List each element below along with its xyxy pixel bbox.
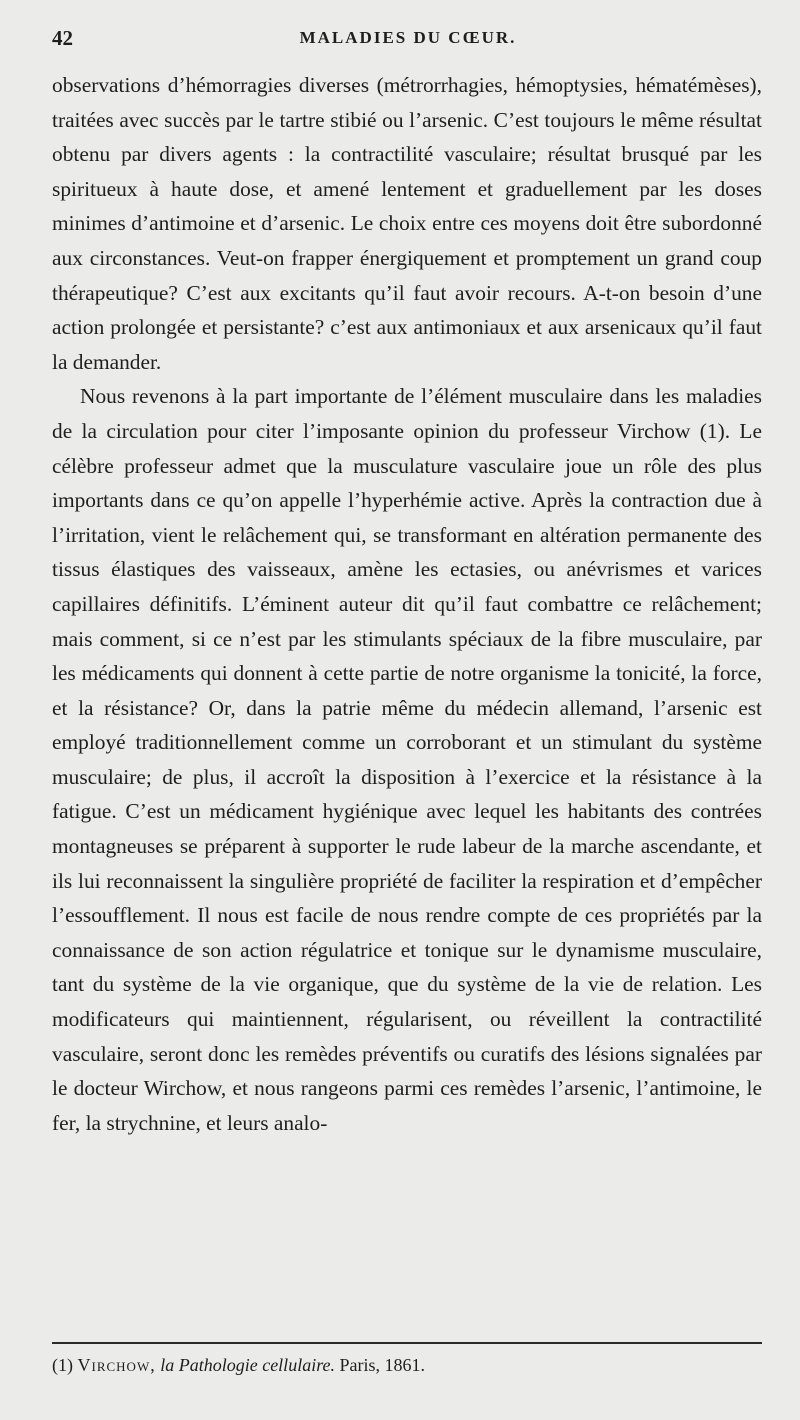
page-number: 42 (52, 26, 73, 50)
page-header (52, 26, 764, 56)
footnote-rule (52, 1342, 762, 1344)
paragraph-continuation: observations d’hémorragies diverses (métrorrhagies, hémoptysies, hématémèses), traitées avec succès par le tartre stibié ou l’arsenic. C’est toujours le même résultat obtenu par divers agents : la contractilité vasculaire; résultat brusqué par les spiritueux à haute dose, et amené lentement et graduellement par les doses minimes d’antimoine et d’arsenic. Le choix entre ces moyens doit être subordonné aux circonstances. Veut-on frapper énergiquement et promptement un grand coup thérapeutique? C’est aux excitants qu’il faut avoir recours. A-t-on besoin d’une action prolongée et persistante? c’est aux antimoniaux et aux arsenicaux qu’il faut la demander. (52, 73, 762, 374)
body-text (52, 68, 762, 1140)
running-head: MALADIES DU CŒUR. (299, 28, 517, 47)
footnote-author: Virchow, (77, 1355, 156, 1375)
footnote (52, 1352, 762, 1378)
paragraph-virchow: Nous revenons à la part importante de l’élément musculaire dans les maladies de la circulation pour citer l’imposante opinion du professeur Virchow (1). Le célèbre professeur admet que la musculature vasculaire joue un rôle des plus importants dans ce qu’on appelle l’hyperhémie active. Après la contraction due à l’irritation, vient le relâchement qui, se transformant en altération permanente des tissus élastiques des vaisseaux, amène les ectasies, ou anévrismes et varices capillaires définitifs. L’éminent auteur dit qu’il faut combattre ce relâchement; mais comment, si ce n’est par les stimulants spéciaux de la fibre musculaire, par les médicaments qui donnent à cette partie de notre organisme la tonicité, la force, et la résistance? Or, dans la patrie même du médecin allemand, l’arsenic est employé traditionnellement comme un corroborant et un stimulant du système musculaire; de plus, il accroît la disposition à l’exercice et la résistance à la fatigue. C’est un médicament hygiénique avec lequel les habitants des contrées montagneuses se préparent à supporter le rude labeur de la marche ascendante, et ils lui reconnaissent la singulière propriété de faciliter la respiration et d’empêcher l’essoufflement. Il nous est facile de nous rendre compte de ces propriétés par la connaissance de son action régulatrice et tonique sur le dynamisme musculaire, tant du système de la vie organique, que du système de la vie de relation. Les modificateurs qui maintiennent, régularisent, ou réveillent la contractilité vasculaire, seront donc les remèdes préventifs ou curatifs des lésions signalées par le docteur Wirchow, et nous rangeons parmi ces remèdes l’arsenic, l’antimoine, le fer, la strychnine, et leurs analo- (52, 384, 762, 1135)
footnote-work-title: la Pathologie cellulaire. (160, 1355, 336, 1375)
footnote-marker: (1) (52, 1355, 73, 1375)
footnote-imprint: Paris, 1861. (339, 1355, 426, 1375)
